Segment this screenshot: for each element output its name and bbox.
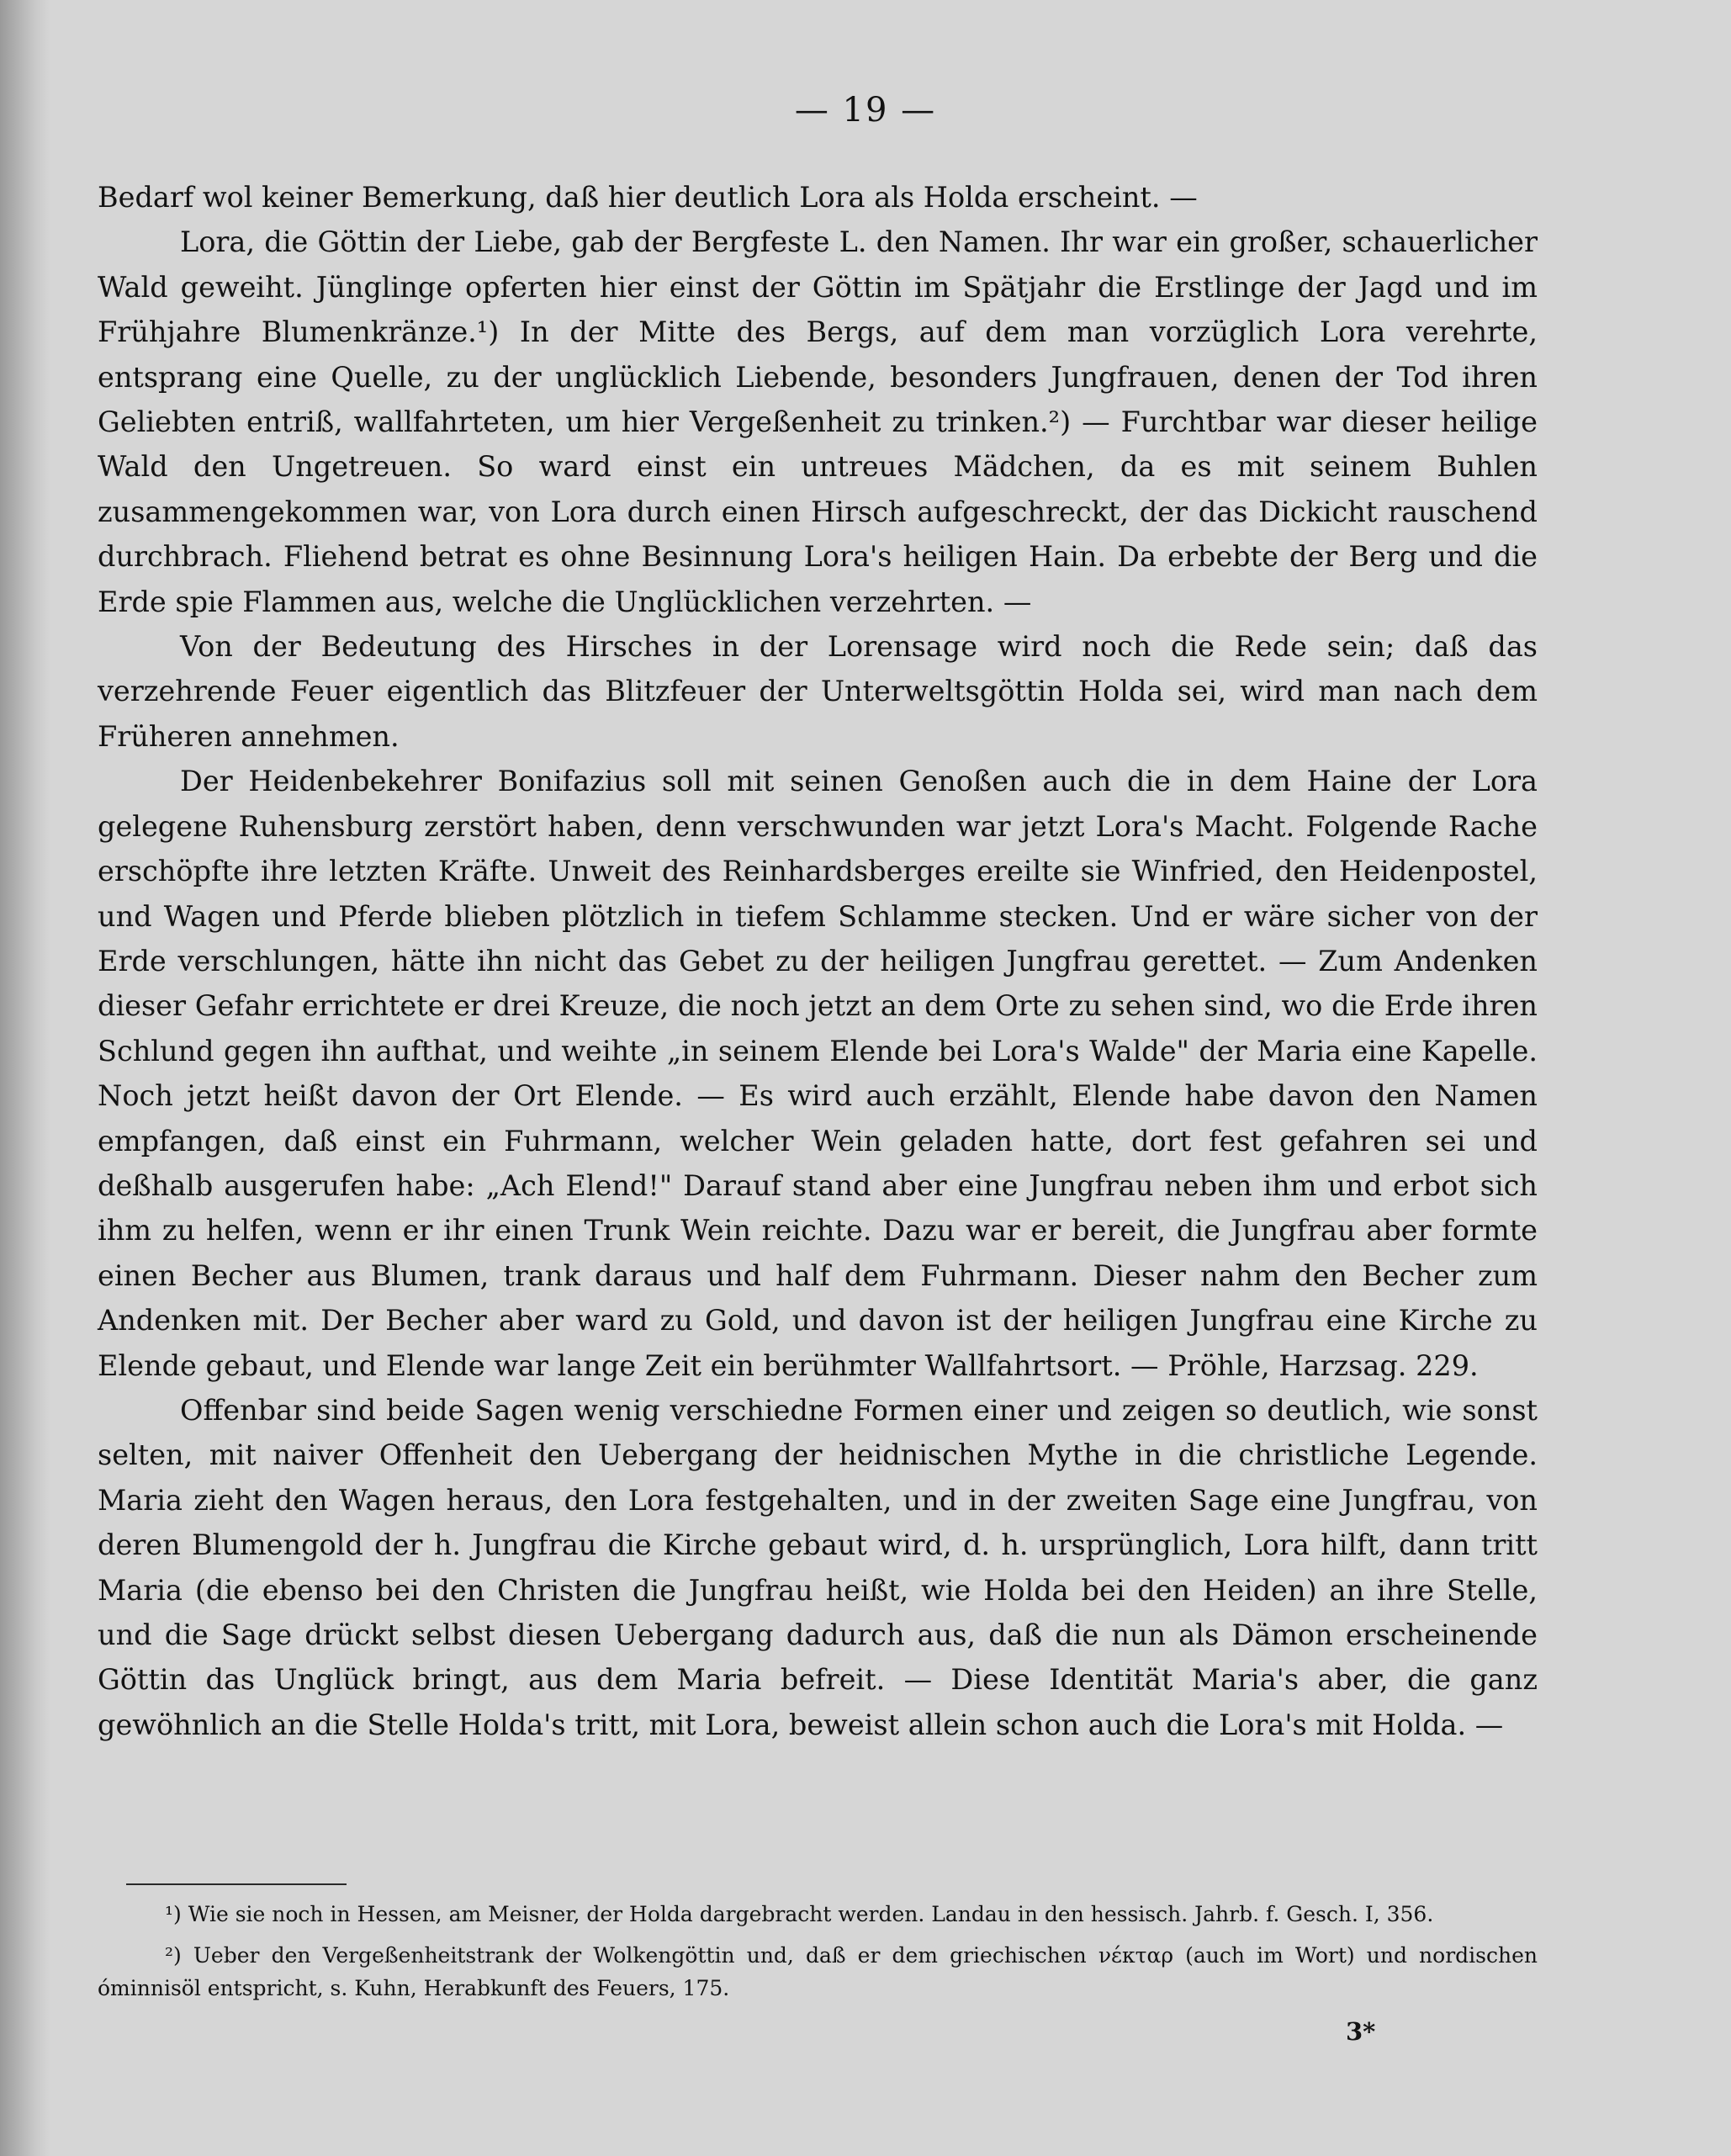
footnote-1: ¹) Wie sie noch in Hessen, am Meisner, der Holda dargebracht werden. Landau in den hessisch. Jahrb. f. Gesch. I, 356. [165,1902,1434,1926]
paragraph-1: Bedarf wol keiner Bemerkung, daß hier deutlich Lora als Holda erscheint. — [98,181,1198,214]
signature-mark: 3* [1346,2017,1376,2046]
binding-gutter-shadow [0,0,50,2156]
paragraph-3: Von der Bedeutung des Hirsches in der Lorensage wird noch die Rede sein; daß das verzehrende Feuer eigentlich das Blitzfeuer der Unterweltsgöttin Holda sei, wird man nach dem Früheren annehmen. [98,630,1538,753]
main-text [98,175,1538,1747]
paragraph-5: Offenbar sind beide Sagen wenig verschiedne Formen einer und zeigen so deutlich, wie sonst selten, mit naiver Offenheit den Uebergang der heidnischen Mythe in die christliche Legende. Maria zieht den Wagen heraus, den Lora festgehalten, und in der zweiten Sage eine Jungfrau, von deren Blumengold der h. Jungfrau die Kirche gebaut wird, d. h. ursprünglich, Lora hilft, dann tritt Maria (die ebenso bei den Christen die Jungfrau heißt, wie Holda bei den Heiden) an ihre Stelle, und die Sage drückt selbst diesen Uebergang dadurch aus, daß die nun als Dämon erscheinende Göttin das Unglück bringt, aus dem Maria befreit. — Diese Identität Maria's aber, die ganz gewöhnlich an die Stelle Holda's tritt, mit Lora, beweist allein schon auch die Lora's mit Holda. — [98,1393,1538,1741]
footnote-divider [126,1883,347,1885]
paragraph-2: Lora, die Göttin der Liebe, gab der Bergfeste L. den Namen. Ihr war ein großer, schauerlicher Wald geweiht. Jünglinge opferten hier einst der Göttin im Spätjahr die Erstlinge der Jagd und im Frühjahre Blumenkränze.¹) In der Mitte des Bergs, auf dem man vorzüglich Lora verehrte, entsprang eine Quelle, zu der unglücklich Liebende, besonders Jungfrauen, denen der Tod ihren Geliebten entriß, wallfahrteten, um hier Vergeßenheit zu trinken.²) — Furchtbar war dieser heilige Wald den Ungetreuen. So ward einst ein untreues Mädchen, da es mit seinem Buhlen zusammengekommen war, von Lora durch einen Hirsch aufgeschreckt, der das Dickicht rauschend durchbrach. Fliehend betrat es ohne Besinnung Lora's heiligen Hain. Da erbebte der Berg und die Erde spie Flammen aus, welche die Unglücklichen verzehrten. — [98,225,1538,618]
footnote-2: ²) Ueber den Vergeßenheitstrank der Wolkengöttin und, daß er dem griechischen νέκταρ (auch im Wort) und nordischen óminnisöl entspricht, s. Kuhn, Herabkunft des Feuers, 175. [98,1942,1538,2000]
footnotes [98,1898,1538,2013]
paragraph-4: Der Heidenbekehrer Bonifazius soll mit seinen Genoßen auch die in dem Haine der Lora gelegene Ruhensburg zerstört haben, denn verschwunden war jetzt Lora's Macht. Folgende Rache erschöpfte ihre letzten Kräfte. Unweit des Reinhardsberges ereilte sie Winfried, den Heidenpostel, und Wagen und Pferde blieben plötzlich in tiefem Schlamme stecken. Und er wäre sicher von der Erde verschlungen, hätte ihn nicht das Gebet zu der heiligen Jungfrau gerettet. — Zum Andenken dieser Gefahr errichtete er drei Kreuze, die noch jetzt an dem Orte zu sehen sind, wo die Erde ihren Schlund gegen ihn aufthat, und weihte „in seinem Elende bei Lora's Walde" der Maria eine Kapelle. Noch jetzt heißt davon der Ort Elende. — Es wird auch erzählt, Elende habe davon den Namen empfangen, daß einst ein Fuhrmann, welcher Wein geladen hatte, dort fest gefahren sei und deßhalb ausgerufen habe: „Ach Elend!" Darauf stand aber eine Jungfrau neben ihm und erbot sich ihm zu helfen, wenn er ihr einen Trunk Wein reichte. Dazu war er bereit, die Jungfrau aber formte einen Becher aus Blumen, trank daraus und half dem Fuhrmann. Dieser nahm den Becher zum Andenken mit. Der Becher aber ward zu Gold, und davon ist der heiligen Jungfrau eine Kirche zu Elende gebaut, und Elende war lange Zeit ein berühmter Wallfahrtsort. — Pröhle, Harzsag. 229. [98,765,1538,1382]
page-number: — 19 — [794,91,937,130]
